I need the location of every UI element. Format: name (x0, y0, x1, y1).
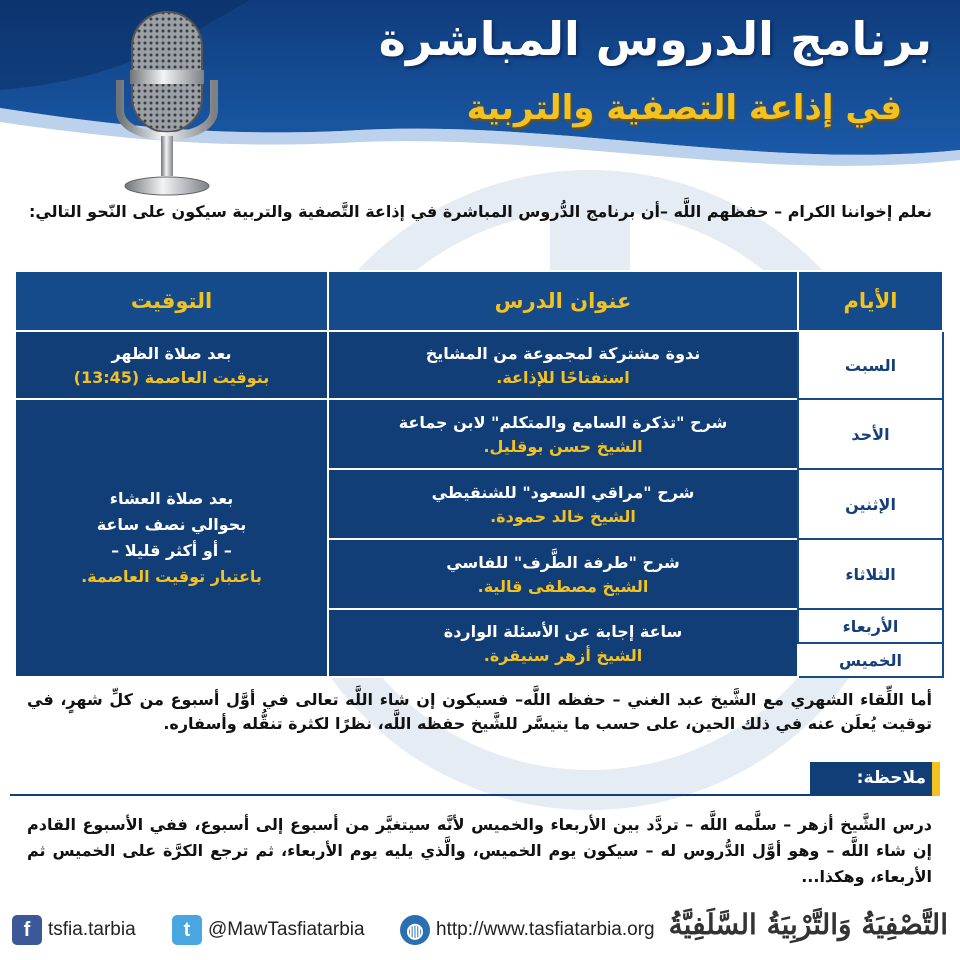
twitter-link[interactable] (172, 912, 365, 948)
footer (0, 904, 960, 960)
table-row (15, 331, 943, 399)
day-cell: الإثنين (798, 469, 943, 539)
lesson-subtitle: الشيخ مصطفى قالية. (477, 576, 649, 596)
lesson-cell (328, 331, 798, 399)
header-title: عنوان الدرس (328, 271, 798, 331)
facebook-icon: f (12, 915, 42, 945)
lesson-cell (328, 399, 798, 469)
timing-line: – أو أكثر قليلا – (111, 541, 232, 560)
lesson-subtitle: استفتاحًا للإذاعة. (496, 367, 630, 387)
note-divider (10, 794, 810, 796)
website-link[interactable] (400, 912, 655, 948)
schedule-table (14, 270, 944, 678)
facebook-link[interactable] (12, 912, 136, 948)
lesson-cell (328, 469, 798, 539)
microphone-icon (112, 10, 222, 196)
header-days: الأيام (798, 271, 943, 331)
lesson-title: ساعة إجابة عن الأسئلة الواردة (443, 621, 683, 641)
lesson-cell (328, 539, 798, 609)
day-cell: الأربعاء (798, 609, 943, 643)
timing-line: بحوالي نصف ساعة (96, 515, 247, 534)
twitter-icon: t (172, 915, 202, 945)
calligraphy-logo: التَّصْفِيَةُ وَالتَّرْبِيَةُ السَّلَفِيَّةُ (668, 908, 948, 941)
note-accent (932, 762, 940, 796)
timing-cell-saturday (15, 331, 328, 399)
note-paragraph: درس الشَّيخ أزهر – سلَّمه اللَّه – تردَّد بين الأربعاء والخميس لأنَّه سيتغيَّر من أسبوع إلى أسبوع، ففي الأسبوع القادم إن شاء اللَّه – وهو أوَّل الدُّروس له – سيكون يوم الخميس، والَّذي يليه يوم الأربعاء، ثم ترجع الكرَّة على الخميس ثم الأربعاء، وهكذا... (27, 815, 932, 886)
header-timing: التوقيت (15, 271, 328, 331)
lesson-subtitle: الشيخ حسن بوقليل. (483, 436, 643, 456)
timing-line: باعتبار توقيت العاصمة. (81, 567, 262, 586)
lesson-subtitle: الشيخ أزهر سنيقرة. (483, 645, 643, 665)
timing-line: بتوقيت العاصمة (13:45) (73, 367, 270, 387)
facebook-handle: tsfia.tarbia (48, 919, 136, 940)
table-header-row (15, 271, 943, 331)
timing-cell-evening (15, 399, 328, 677)
monthly-meeting-paragraph: أما اللِّقاء الشهري مع الشَّيخ عبد الغني – حفظه اللَّه– فسيكون إن شاء اللَّه تعالى في أوَّل أسبوع من كلِّ شهرٍ، في توقيت يُعلَن عنه في ذلك الحين، على حسب ما يتيسَّر للشَّيخ حفظه اللَّه، نظرًا لكثرة تنقُّله وأسفاره. (27, 690, 932, 733)
lesson-title: شرح "مراقي السعود" للشنقيطي (431, 482, 695, 502)
lesson-subtitle: الشيخ خالد حمودة. (490, 506, 636, 526)
lesson-title: ندوة مشتركة لمجموعة من المشايخ (425, 343, 701, 363)
day-cell: الأحد (798, 399, 943, 469)
timing-line: بعد صلاة العشاء (109, 489, 234, 508)
day-cell: السبت (798, 331, 943, 399)
lesson-title: شرح "طرفة الطَّرف" للفاسي (446, 552, 680, 572)
lesson-cell (328, 609, 798, 677)
twitter-handle: @MawTasfiatarbia (208, 919, 365, 940)
intro-paragraph: نعلم إخواننا الكرام – حفظهم اللَّه –أن برنامج الدُّروس المباشرة في إذاعة التَّصفية والتربية سيكون على النّحو التالي: (28, 202, 932, 221)
timing-line: بعد صلاة الظهر (111, 343, 232, 363)
note-heading (810, 762, 940, 796)
day-cell: الخميس (798, 643, 943, 677)
website-url: http://www.tasfiatarbia.org (436, 919, 655, 940)
note-label: ملاحظة: (856, 768, 926, 788)
day-cell: الثلاثاء (798, 539, 943, 609)
title-line-2: في إذاعة التصفية والتربية (466, 88, 902, 128)
table-row (15, 399, 943, 469)
globe-icon: ◍ (400, 915, 430, 945)
lesson-title: شرح "تذكرة السامع والمتكلم" لابن جماعة (398, 412, 728, 432)
title-line-1: برنامج الدروس المباشرة (378, 12, 932, 66)
